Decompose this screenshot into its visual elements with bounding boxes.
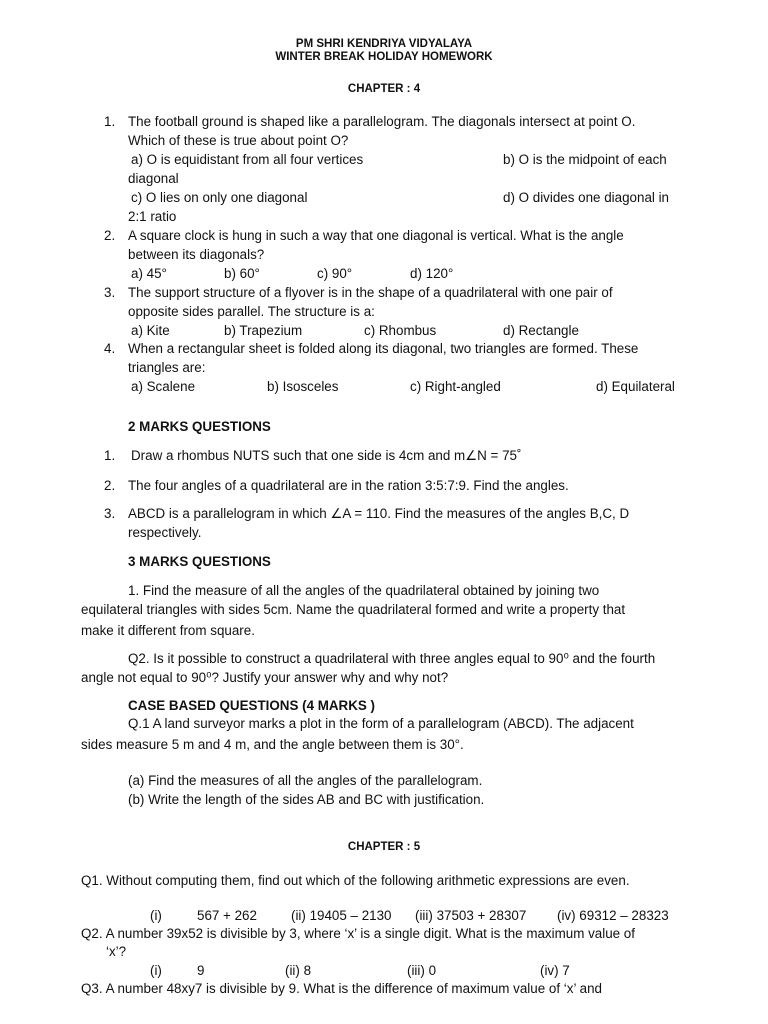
mcq-1-line-2: Which of these is true about point O? xyxy=(128,133,349,148)
chapter-5-q2-option-1-label: (i) xyxy=(150,963,162,978)
mcq-3-line-1: The support structure of a flyover is in the shape of a quadrilateral with one pair of xyxy=(128,285,613,300)
case-based-part-b: (b) Write the length of the sides AB and BC with justification. xyxy=(128,792,485,807)
mcq-3-option-d: d) Rectangle xyxy=(503,323,579,338)
chapter-5-q1-option-3: (iii) 37503 + 28307 xyxy=(415,908,527,923)
mcq-3-option-a: a) Kite xyxy=(131,323,170,338)
two-marks-q3-line-1: ABCD is a parallelogram in which ∠A = 110. Find the measures of the angles B,C, D xyxy=(128,506,630,521)
mcq-2-line-2: between its diagonals? xyxy=(128,247,265,262)
mcq-4-option-c: c) Right-angled xyxy=(410,379,501,394)
mcq-4-option-b: b) Isosceles xyxy=(267,379,339,394)
case-based-part-a: (a) Find the measures of all the angles of the parallelogram. xyxy=(128,773,483,788)
mcq-4-line-2: triangles are: xyxy=(128,360,206,375)
mcq-2-option-a: a) 45° xyxy=(131,266,167,281)
chapter-5-q2-option-1: 9 xyxy=(197,963,205,978)
chapter-5-q2-line-2: ‘x’? xyxy=(106,944,127,959)
mcq-2-option-d: d) 120° xyxy=(410,266,454,281)
three-marks-q2-line-1: Q2. Is it possible to construct a quadrilateral with three angles equal to 90⁰ and the fourth xyxy=(128,651,656,666)
mcq-2-option-c: c) 90° xyxy=(317,266,353,281)
case-based-q1-line-1: Q.1 A land surveyor marks a plot in the form of a parallelogram (ABCD). The adjacent xyxy=(128,716,634,731)
mcq-1-option-b: b) O is the midpoint of each xyxy=(503,152,667,167)
mcq-4-line-1: When a rectangular sheet is folded along its diagonal, two triangles are formed. These xyxy=(128,341,639,356)
chapter-5-q2-option-3: (iii) 0 xyxy=(407,963,437,978)
chapter-5-q1-option-1: 567 + 262 xyxy=(197,908,257,923)
mcq-1-option-d-cont: 2:1 ratio xyxy=(128,209,177,224)
mcq-2-line-1: A square clock is hung in such a way that one diagonal is vertical. What is the angle xyxy=(128,228,624,243)
mcq-3-line-2: opposite sides parallel. The structure is a: xyxy=(128,304,375,319)
mcq-1-option-a: a) O is equidistant from all four vertices xyxy=(131,152,364,167)
chapter-5-q1-option-1-label: (i) xyxy=(150,908,162,923)
mcq-4-option-a: a) Scalene xyxy=(131,379,196,394)
two-marks-q1: Draw a rhombus NUTS such that one side is 4cm and m∠N = 75˚ xyxy=(131,448,522,463)
two-marks-q2: The four angles of a quadrilateral are in the ration 3:5:7:9. Find the angles. xyxy=(128,478,569,493)
two-marks-q2-number: 2. xyxy=(104,478,116,493)
chapter-5-q1-option-2: (ii) 19405 – 2130 xyxy=(291,908,392,923)
three-marks-q1-line-1: 1. Find the measure of all the angles of the quadrilateral obtained by joining two xyxy=(128,583,600,598)
mcq-3-option-b: b) Trapezium xyxy=(224,323,303,338)
mcq-2-number: 2. xyxy=(104,228,116,243)
document-title: WINTER BREAK HOLIDAY HOMEWORK xyxy=(275,51,493,63)
two-marks-q1-number: 1. xyxy=(104,448,116,463)
case-based-q1-line-2: sides measure 5 m and 4 m, and the angle between them is 30°. xyxy=(81,737,464,752)
three-marks-q1-line-2: equilateral triangles with sides 5cm. Name the quadrilateral formed and write a property that xyxy=(81,602,626,617)
chapter-5-q1-option-4: (iv) 69312 – 28323 xyxy=(557,908,669,923)
chapter-5-q1: Q1. Without computing them, find out which of the following arithmetic expressions are even. xyxy=(81,873,630,888)
three-marks-q1-line-3: make it different from square. xyxy=(81,623,255,638)
mcq-1-option-b-cont: diagonal xyxy=(128,171,179,186)
mcq-1-option-c: c) O lies on only one diagonal xyxy=(131,190,308,205)
chapter-5-q2-line-1: Q2. A number 39x52 is divisible by 3, where ‘x’ is a single digit. What is the maximum value of xyxy=(81,926,635,941)
school-name: PM SHRI KENDRIYA VIDYALAYA xyxy=(295,38,473,50)
mcq-2-option-b: b) 60° xyxy=(224,266,260,281)
two-marks-heading: 2 MARKS QUESTIONS xyxy=(128,419,271,434)
two-marks-q3-line-2: respectively. xyxy=(128,525,202,540)
three-marks-q2-line-2: angle not equal to 90⁰? Justify your answer why and why not? xyxy=(81,670,449,685)
chapter-5-heading: CHAPTER : 5 xyxy=(347,841,421,853)
chapter-5-q2-option-2: (ii) 8 xyxy=(285,963,312,978)
two-marks-q3-number: 3. xyxy=(104,506,116,521)
mcq-1-option-d: d) O divides one diagonal in xyxy=(503,190,670,205)
mcq-3-option-c: c) Rhombus xyxy=(364,323,437,338)
three-marks-heading: 3 MARKS QUESTIONS xyxy=(128,554,271,569)
chapter-4-heading: CHAPTER : 4 xyxy=(347,83,421,95)
mcq-3-number: 3. xyxy=(104,285,116,300)
mcq-1-line-1: The football ground is shaped like a parallelogram. The diagonals intersect at point O. xyxy=(128,114,636,129)
case-based-heading: CASE BASED QUESTIONS (4 MARKS ) xyxy=(128,698,376,713)
mcq-1-number: 1. xyxy=(104,114,116,129)
mcq-4-option-d: d) Equilateral xyxy=(596,379,675,394)
chapter-5-q3-line-1: Q3. A number 48xy7 is divisible by 9. What is the difference of maximum value of ‘x’ and xyxy=(81,981,602,996)
mcq-4-number: 4. xyxy=(104,341,116,356)
chapter-5-q2-option-4: (iv) 7 xyxy=(540,963,570,978)
